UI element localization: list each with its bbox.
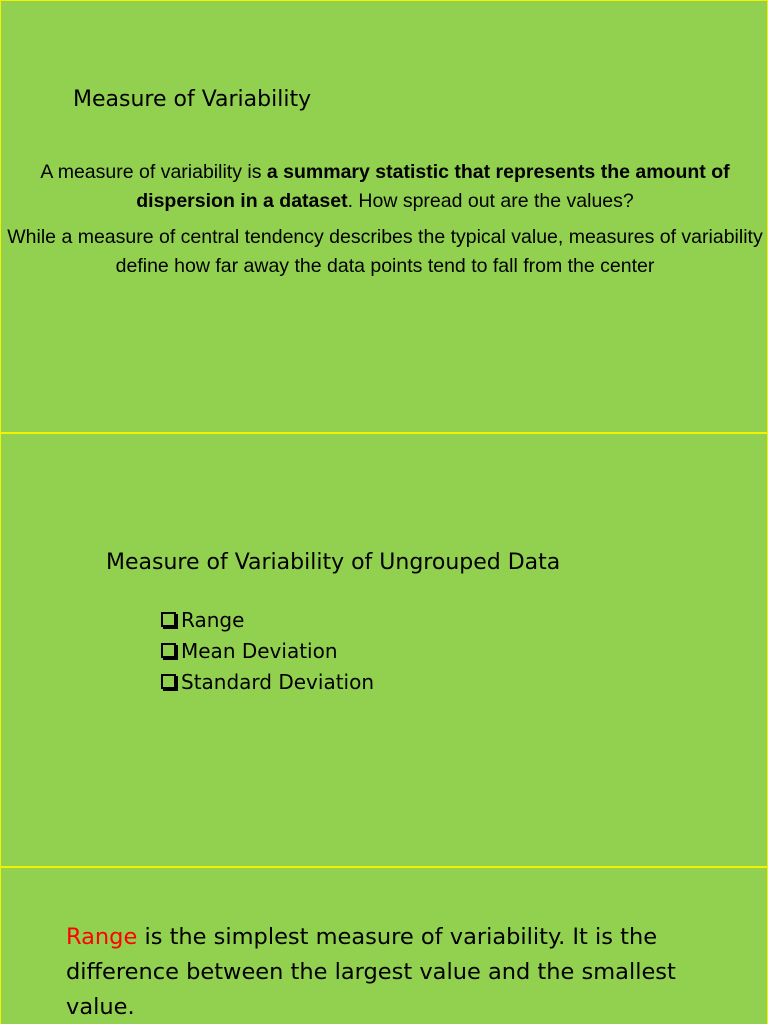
- slide-title: Measure of Variability: [73, 87, 312, 112]
- checkbox-bullet-icon: [161, 643, 176, 658]
- list-item: [161, 604, 374, 635]
- range-description: is the simplest measure of variability. It is the difference between the largest value and the smallest value.: [66, 924, 676, 1020]
- slide-ungrouped-data: [0, 433, 768, 867]
- list-item-label: Range: [181, 607, 245, 632]
- list-item-label: Mean Deviation: [181, 638, 338, 663]
- range-highlight: Range: [66, 924, 138, 950]
- checkbox-bullet-icon: [161, 612, 176, 627]
- range-definition-paragraph: [66, 920, 726, 1024]
- slide-measure-of-variability: [0, 0, 768, 433]
- definition-emphasis: a summary statistic that represents the amount of dispersion in a dataset: [136, 161, 730, 212]
- definition-intro: A measure of variability is: [40, 161, 267, 183]
- definition-question: . How spread out are the values?: [347, 190, 634, 212]
- central-tendency-paragraph: While a measure of central tendency describes the typical value, measures of variability define how far away the data points tend to fall from the center: [7, 226, 763, 277]
- measures-list: [161, 604, 374, 697]
- checkbox-bullet-icon: [161, 674, 176, 689]
- list-item-label: Standard Deviation: [181, 669, 375, 694]
- slide-range-definition: [0, 867, 768, 1024]
- definition-paragraph: [15, 158, 755, 216]
- list-item: [161, 635, 374, 666]
- list-item: [161, 666, 374, 697]
- slide-title: Measure of Variability of Ungrouped Data: [106, 550, 561, 575]
